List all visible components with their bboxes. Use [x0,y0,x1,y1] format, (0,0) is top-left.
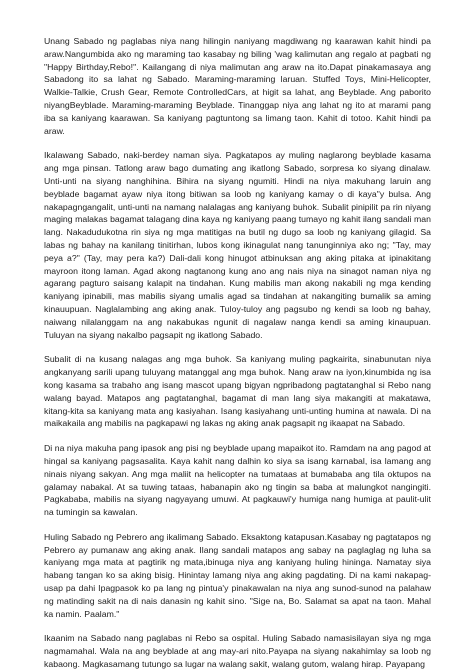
paragraph-4: Di na niya makuha pang ipasok ang pisi ng beyblade upang mapaikot ito. Ramdam na ang pagod at hingal sa kaniyang pagsasalita. Kaya kahit nang dalhin ko siya sa isang karnabal, isa lamang ang ninais niyang sakyan. Ang mga maliit na helicopter na tumataas at bumababa ang tila oktupos na galamay nabakal. At sa tuwing tataas, habanapin ako ng tingin sa baba at malungkot nangingiti. Pagkababa, mabilis na siyang nagyayang umuwi. At pagkauwi'y humiga nang humiga at paulit-ulit na tumingin sa kawalan. [44,443,431,518]
paragraph-2: Ikalawang Sabado, naki-berdey naman siya. Pagkatapos ay muling naglarong beyblade kasama ang mga pinsan. Tatlong araw bago dumating ang ikatlong Sabado, sorpresa ko siyang dinalaw. Unti-unti na siyang nanghihina. Bihira na siyang ngumiti. Hindi na niya makuhang laruin ang beyblade bagamat ayaw niya itong bitiwan sa loob ng kaniyang kamay o di kaya"y bulsa. Ang nakapagngangalit, unti-unti na namang nalalagas ang kaniyang buhok. Subalit pinipilit pa rin niyang maging malakas bagamat talagang dina kaya ng kaniyang paang tumayo ng kahit ilang sandali man lang. Nakadudukotna rin siya ng mga matitigas na butil ng dugo sa loob ng kaniyang gilagid. Sa labas ng bahay na kanilang tinitirhan, lubos kong ikinagulat nang tanunginniya ako ng; "Tay, may peya a?" (Tay, may pera ka?) Dali-dali kong hinugot atbinuksan ang aking pitaka at ipinakitang mayroon itong laman. Agad akong nagtanong kung ano ang nais niya na sinagot naman niya ng agarang pagturo saisang kalapit na tindahan. Kung mabilis man akong nakabili ng mga kending kaniyang ipinabili, mas mabilis siyang umalis agad sa tindahan at nakangiting bumalik sa aming kinauupuan. Naglalambing ang aking anak. Tuloy-tuloy ang pagsubo ng kendi sa loob ng bahay, naiwang nilalanggam na ang nakabukas ngunit di nagalaw nanga kendi sa aming kinaupuan. Tuluyan na siyang nakalbo pagsapit ng ikatlong Sabado. [44,150,431,340]
paragraph-3: Subalit di na kusang nalagas ang mga buhok. Sa kaniyang muling pagkairita, sinabunutan niya angkanyang sarili upang tuluyang matanggal ang mga buhok. Nang araw na iyon,kinumbida ng isa kong kasama sa trabaho ang isang mascot upang bigyan ngpribadong pagtatanghal si Rebo nang walang bayad. Matapos ang pagtatanghal, bagamat di man lang siya makangiti at makatawa, kitang-kita sa kaniyang mata ang kasiyahan. Isang kasiyahang unti-unting humina at nawala. Di na maikakaila ang mabilis na pagkapawi ng lakas ng aking anak pagsapit ng ikaapat na Sabado. [44,354,431,429]
paragraph-5: Huling Sabado ng Pebrero ang ikalimang Sabado. Eksaktong katapusan.Kasabay ng pagtatapos ng Pebrero ay pumanaw ang aking anak. Ilang sandali matapos ang sabay na paglaglag ng luha sa kaniyang mga mata at pagtirik ng mata,ibinuga niya ang kaniyang huling hininga. Namatay siya habang tangan ko sa aking bisig. Hinintay lamang niya ang aking pagdating. Di na kami nakapag-usap pa dahi Ipagpasok ko pa lang ng pintua'y pinakawalan na niya ang sunod-sunod na palahaw ng matinding sakit na di nais danasin ng kahit sino. "Sige na, Bo. Salamat sa apat na taon. Mahal ka namin. Paalam." [44,531,431,619]
paragraph-1: Unang Sabado ng paglabas niya nang hilingin naniyang magdiwang ng kaarawan kahit hindi pa araw.Nangumbida ako ng maraming tao kasabay ng biling 'wag kalimutan ang regalo at pagbati ng "Happy Birthday,Rebo!". Kailangang di niya malimutan ang araw na ito.Dapat pinakamasaya ang Sabadong ito sa lahat ng Sabado. Maraming-maraming laruan. Stuffed Toys, Mini-Helicopter, Walkie-Talkie, Crush Gear, Remote ControlledCars, at higit sa lahat, ang Beyblade. Ang paborito niyangBeyblade. Maraming-maraming Beyblade. Tinanggap niya ang lahat ng ito at marami pang iba sa kaniyang kaarawan. Sa kaniyang pagtuntong sa limang taon. Kahit di totoo. Kahit hindi pa araw. [44,36,431,136]
paragraph-6: Ikaanim na Sabado nang paglabas ni Rebo sa ospital. Huling Sabado namasisilayan siya ng mga nagmamahal. Wala na ang beyblade at ang may-ari nito.Payapa na siyang nakahimlay sa loob ng kabaong. Magkasamang tutungo sa lugar na walang sakit, walang gutom, walang hirap. Payapang [44,633,431,670]
